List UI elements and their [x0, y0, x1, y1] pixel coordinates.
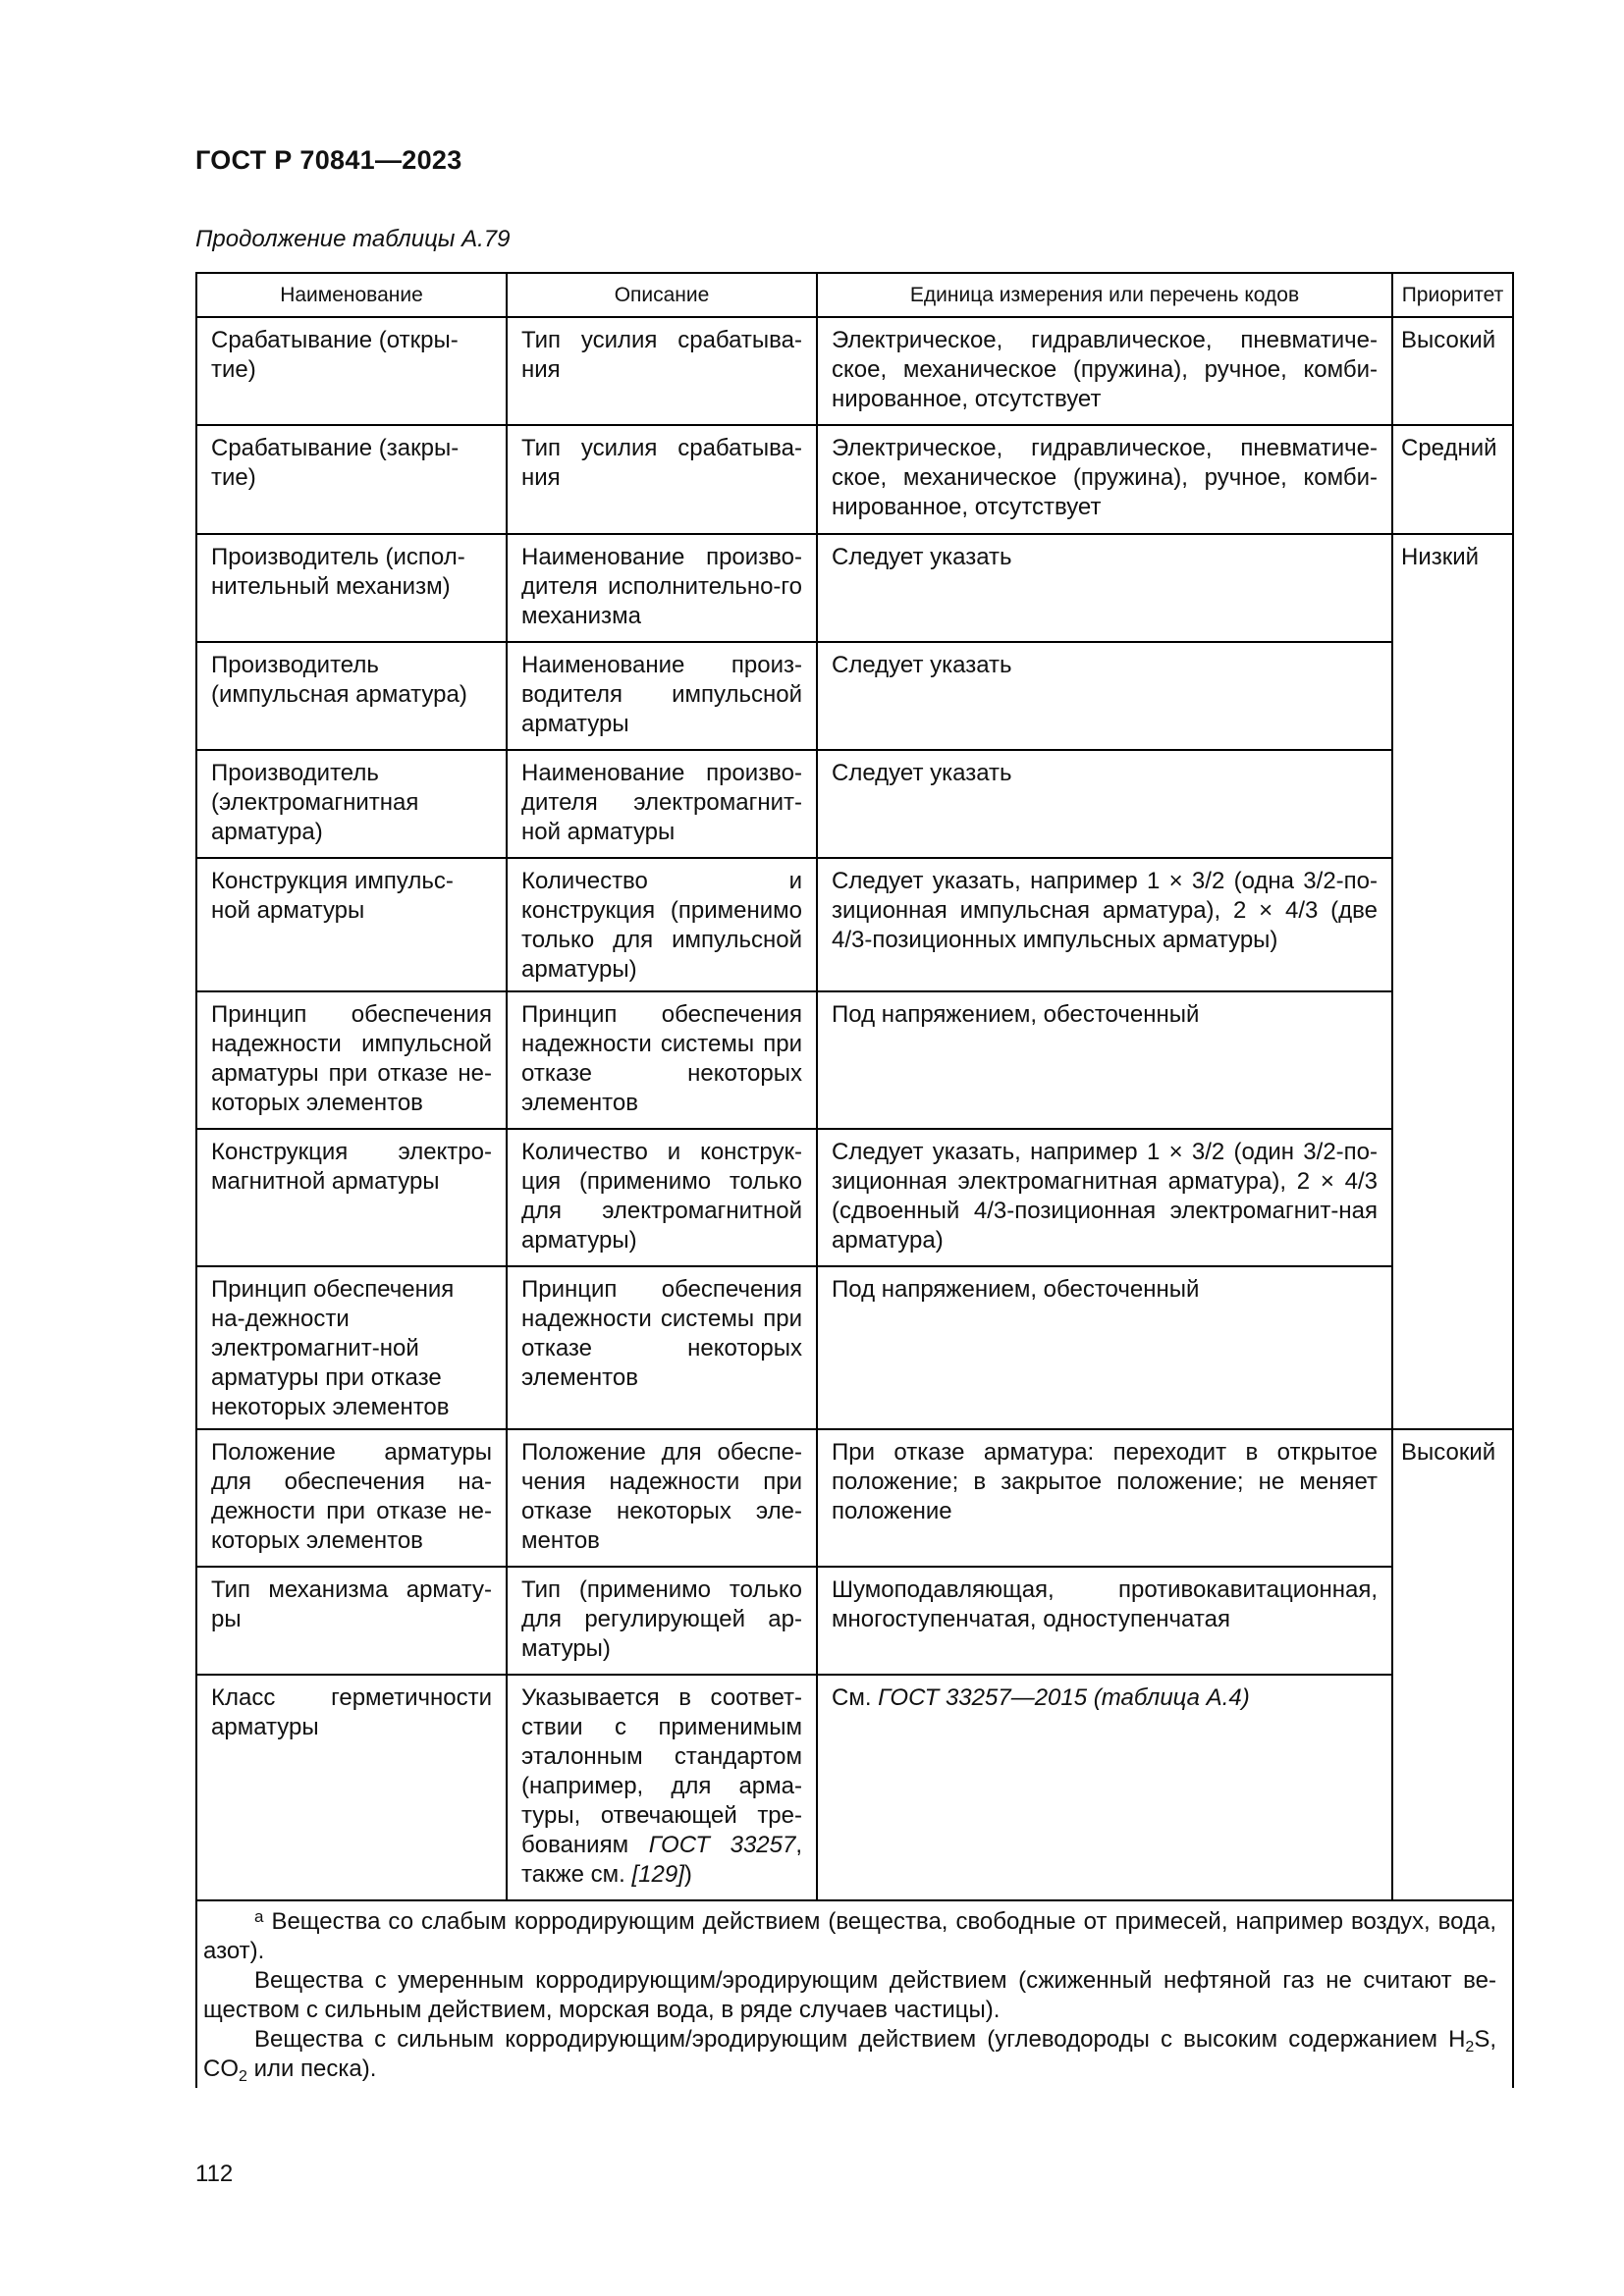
cell-name: Принцип обеспечения на-дежности электромагнит-ной арматуры при отказе некоторых элементов — [196, 1266, 507, 1429]
subscript: 2 — [239, 2068, 247, 2085]
column-header-units: Единица измерения или перечень кодов — [817, 273, 1392, 317]
footnote-text: Вещества с сильным корродирующим/эродирующим действием (углеводороды с высоким содержанием H — [254, 2026, 1466, 2053]
table-row — [196, 317, 1513, 425]
cell-name: Класс герметичности арматуры — [196, 1675, 507, 1900]
cell-units: Шумоподавляющая, противокавитационная, многоступенчатая, одноступенчатая — [817, 1567, 1392, 1675]
table-row — [196, 1129, 1513, 1266]
footnote-line: Вещества с умеренным корродирующим/эродирующим действием (сжиженный нефтяной газ не считают ве-ществом с сильным действием, морская вода, в ряде случаев частицы). — [203, 1967, 1496, 2023]
cell-priority — [1392, 750, 1513, 858]
cell-priority — [1392, 1567, 1513, 1675]
footnote-text: Вещества со слабым корродирующим действием (вещества, свободные от примесей, например воздух, вода, азот). — [203, 1908, 1496, 1964]
cell-priority — [1392, 991, 1513, 1129]
cell-units: Под напряжением, обесточенный — [817, 1266, 1392, 1429]
footnote-line — [203, 1907, 1496, 1966]
cell-description: Тип усилия срабатыва-ния — [507, 425, 817, 534]
cell-priority: Средний — [1392, 425, 1513, 534]
standard-reference: ГОСТ 33257 — [648, 1832, 796, 1858]
cell-description: Принцип обеспечения надежности системы при отказе некоторых элементов — [507, 1266, 817, 1429]
cell-priority: Низкий — [1392, 534, 1513, 642]
cell-description: Наименование произ-водителя импульсной арматуры — [507, 642, 817, 750]
table-row — [196, 858, 1513, 991]
cell-units: Электрическое, гидравлическое, пневматиче-ское, механическое (пружина), ручное, комби-нированное, отсутствует — [817, 425, 1392, 534]
cell-description: Тип (применимо только для регулирующей ар-матуры) — [507, 1567, 817, 1675]
cell-priority — [1392, 1675, 1513, 1900]
table-caption: Продолжение таблицы А.79 — [195, 226, 511, 252]
column-header-description: Описание — [507, 273, 817, 317]
table-row — [196, 1675, 1513, 1900]
cell-name: Срабатывание (закры-тие) — [196, 425, 507, 534]
table-footnote — [196, 1900, 1513, 2088]
parameters-table — [195, 272, 1514, 2088]
footnote-text: S, CO — [203, 2026, 1496, 2082]
table-row — [196, 1567, 1513, 1675]
cell-priority — [1392, 1129, 1513, 1266]
cell-units: Следует указать — [817, 750, 1392, 858]
cell-description: Наименование произво-дителя электромагнит-ной арматуры — [507, 750, 817, 858]
cell-units: При отказе арматура: переходит в открытое положение; в закрытое положение; не меняет положение — [817, 1429, 1392, 1567]
document-code: ГОСТ Р 70841—2023 — [195, 145, 462, 175]
cell-name: Конструкция электро-магнитной арматуры — [196, 1129, 507, 1266]
cell-description: Принцип обеспечения надежности системы при отказе некоторых элементов — [507, 991, 817, 1129]
cell-units: Следует указать — [817, 534, 1392, 642]
description-text: Указывается в соответ-ствии с применимым эталонным стандартом (например, для арма-туры, отвечающей тре-бованиям — [521, 1684, 802, 1858]
page-number: 112 — [195, 2161, 234, 2187]
subscript: 2 — [1465, 2039, 1475, 2056]
table-row — [196, 750, 1513, 858]
cell-description: Количество и конструк-ция (применимо только для электромагнитной арматуры) — [507, 1129, 817, 1266]
cell-name: Положение арматуры для обеспечения на-дежности при отказе не-которых элементов — [196, 1429, 507, 1567]
cell-priority — [1392, 1266, 1513, 1429]
column-header-priority: Приоритет — [1392, 273, 1513, 317]
cell-name: Срабатывание (откры-тие) — [196, 317, 507, 425]
standard-reference: ГОСТ 33257—2015 (таблица А.4) — [878, 1684, 1250, 1711]
cell-name: Принцип обеспечения надежности импульсной арматуры при отказе не-которых элементов — [196, 991, 507, 1129]
cell-description: Тип усилия срабатыва-ния — [507, 317, 817, 425]
table-row — [196, 642, 1513, 750]
cell-units: Следует указать, например 1 × 3/2 (один 3/2-по-зиционная электромагнитная арматура), 2 × 4/3 (сдвоенный 4/3-позиционная электромагнит-ная арматура) — [817, 1129, 1392, 1266]
cell-description — [507, 1675, 817, 1900]
footnote-marker: а — [254, 1907, 264, 1926]
table-row — [196, 425, 1513, 534]
bibliography-reference: [129] — [631, 1861, 684, 1888]
cell-name: Производитель (электромагнитная арматура) — [196, 750, 507, 858]
description-text: ) — [683, 1861, 692, 1888]
cell-units: Электрическое, гидравлическое, пневматиче-ское, механическое (пружина), ручное, комби-нированное, отсутствует — [817, 317, 1392, 425]
footnote-text: или песка). — [246, 2056, 377, 2082]
cell-units: Следует указать, например 1 × 3/2 (одна 3/2-по-зиционная импульсная арматура), 2 × 4/3 (две 4/3-позиционных импульсных арматуры) — [817, 858, 1392, 991]
table-row — [196, 1266, 1513, 1429]
cell-priority — [1392, 858, 1513, 991]
cell-priority — [1392, 642, 1513, 750]
table-row — [196, 534, 1513, 642]
cell-priority: Высокий — [1392, 317, 1513, 425]
cell-units: Под напряжением, обесточенный — [817, 991, 1392, 1129]
table-row — [196, 991, 1513, 1129]
description-text: , также см. — [521, 1832, 803, 1888]
table-header-row — [196, 273, 1513, 317]
units-text: См. — [832, 1684, 879, 1711]
footnote-row — [196, 1900, 1513, 2088]
cell-name: Тип механизма армату-ры — [196, 1567, 507, 1675]
cell-description: Количество и конструкция (применимо только для импульсной арматуры) — [507, 858, 817, 991]
cell-name: Производитель (испол-нительный механизм) — [196, 534, 507, 642]
column-header-name: Наименование — [196, 273, 507, 317]
cell-description: Положение для обеспе-чения надежности при отказе некоторых эле-ментов — [507, 1429, 817, 1567]
cell-description: Наименование произво-дителя исполнительно-го механизма — [507, 534, 817, 642]
cell-priority: Высокий — [1392, 1429, 1513, 1567]
footnote-line — [203, 2025, 1496, 2084]
cell-name: Производитель (импульсная арматура) — [196, 642, 507, 750]
cell-name: Конструкция импульс-ной арматуры — [196, 858, 507, 991]
cell-units — [817, 1675, 1392, 1900]
cell-units: Следует указать — [817, 642, 1392, 750]
table-row — [196, 1429, 1513, 1567]
